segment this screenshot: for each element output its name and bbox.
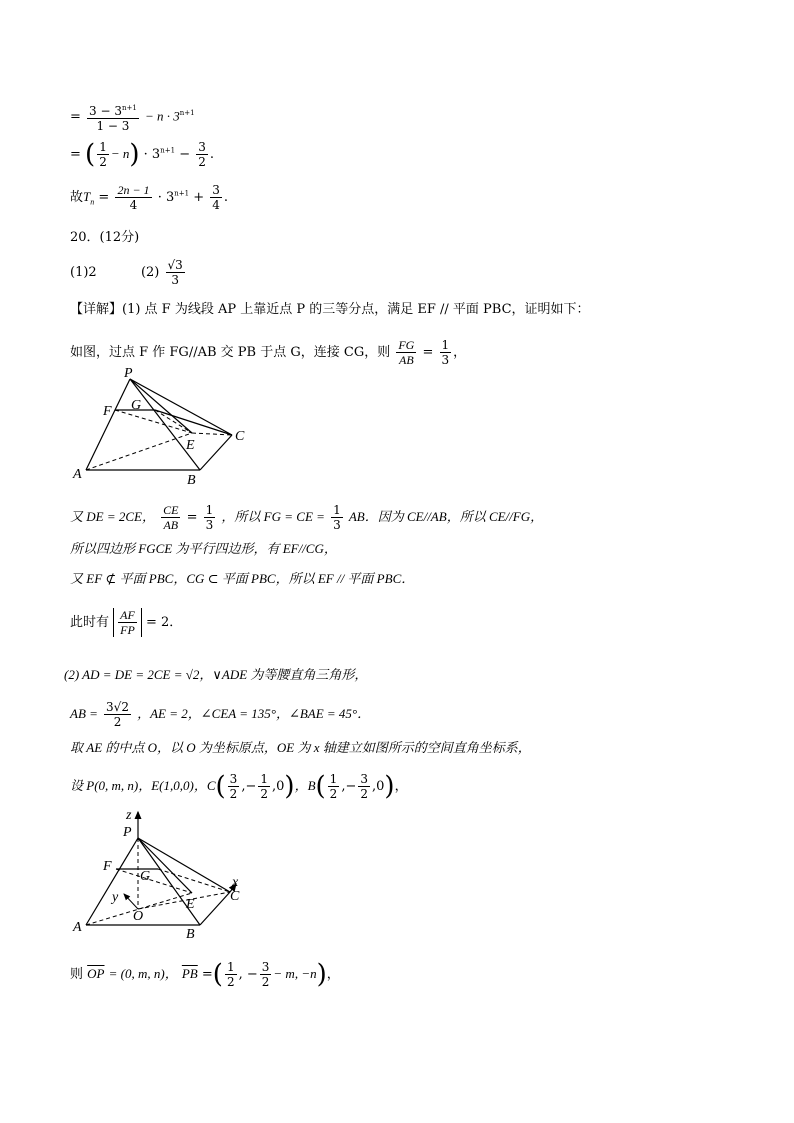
formula-line-2: = ( $\frac{1}{2}$ − $n) \cdot 3^{n+1}$ − $\frac{3}{2}$ . <box>70 139 215 170</box>
detail-p5: 又 EF ⊄ 平面 PBC，CG ⊂ 平面 PBC，所以 EF // 平面 PBC． <box>70 571 415 586</box>
figure-1-pyramid <box>70 365 260 490</box>
edge-pa <box>86 379 130 470</box>
label-e: E <box>186 438 195 453</box>
y-axis <box>124 894 138 909</box>
problem-number: 20．(12分) <box>70 230 140 245</box>
edge-pc <box>138 838 230 892</box>
label-z: z <box>126 808 132 823</box>
detail-p3: 又 DE = 2CE， $\frac{CE}{AB}$ = $\frac{1}{3}$ ，所以 FG = CE = $\frac{1}{3}$ AB．因为 CE//AB，所以 CE//FG， <box>70 503 544 532</box>
edge-fe <box>115 410 192 433</box>
label-a: A <box>73 920 82 935</box>
detail-p11: 则 $\overline{OP} = (0$, m, n)， $\overline{PB}$ =( $\frac{1}{2}$ , − $\frac{3}{2}$ − m, −n)， <box>70 959 340 990</box>
detail-p8: AB = $\frac{3√2}{2}$ ，AE = 2，∠CEA = 135°，∠BAE = 45°． <box>70 700 371 729</box>
label-x: x <box>232 875 239 890</box>
detail-p10: 设 P(0, m, n)，E(1,0,0)，C( $\frac{3}{2}$ ,− $\frac{1}{2}$ ,0)，B( $\frac{1}{2}$ ,− $\frac{3}{2}$ ,0)， <box>70 771 408 802</box>
edge-bc <box>200 435 232 470</box>
detail-p2: 如图，过点 F 作 FG//AB 交 PB 于点 G，连接 CG，则 $\frac{FG}{AB}$ = $\frac{1}{3}$ ， <box>70 338 467 367</box>
detail-p1: 【详解】(1) 点 F 为线段 AP 上靠近点 P 的三等分点，满足 EF // 平面 PBC，证明如下： <box>70 302 590 317</box>
detail-p4: 所以四边形 FGCE 为平行四边形，有 EF//CG， <box>70 541 337 556</box>
label-c: C <box>230 889 240 904</box>
detail-p9: 取 AE 的中点 O，以 O 为坐标原点，OE 为 x 轴建立如图所示的空间直角坐标系， <box>70 740 531 755</box>
detail-p7: (2) AD = DE = 2CE = √2，∨ADE 为等腰直角三角形， <box>64 667 368 682</box>
edge-pa <box>86 838 138 925</box>
label-a: A <box>73 467 82 482</box>
edge-bc <box>200 892 230 925</box>
label-o: O <box>133 909 144 924</box>
label-y: y <box>112 890 119 905</box>
label-c: C <box>235 429 245 444</box>
label-f: F <box>103 404 112 419</box>
formula-line-3: 故$T_n$ = $\frac{2n - 1}{4}$ · $3^{n+1}$ + $\frac{3}{4}$ . <box>70 183 229 212</box>
label-p: P <box>124 366 133 381</box>
detail-p6: 此时有 $\frac{AF}{FP}$ = 2． <box>70 608 183 637</box>
answers: (1)2 (2) $\frac{√3}{3}$ <box>70 258 183 287</box>
fraction: $\frac{3 - 3^{n+1}}{1 - 3}$ <box>87 101 139 133</box>
formula-line-1: = $\frac{3 - 3^{n+1}}{1 - 3}$ − $n \cdot 3^{n+1}$ <box>70 101 195 133</box>
label-g: G <box>131 398 142 413</box>
label-e: E <box>186 897 195 912</box>
label-g: G <box>140 869 151 884</box>
label-b: B <box>187 473 196 488</box>
figure-2-coordinate-pyramid <box>70 808 260 943</box>
label-p: P <box>123 825 132 840</box>
label-f: F <box>103 859 112 874</box>
edge-gc2 <box>155 410 192 433</box>
label-b: B <box>186 927 195 942</box>
